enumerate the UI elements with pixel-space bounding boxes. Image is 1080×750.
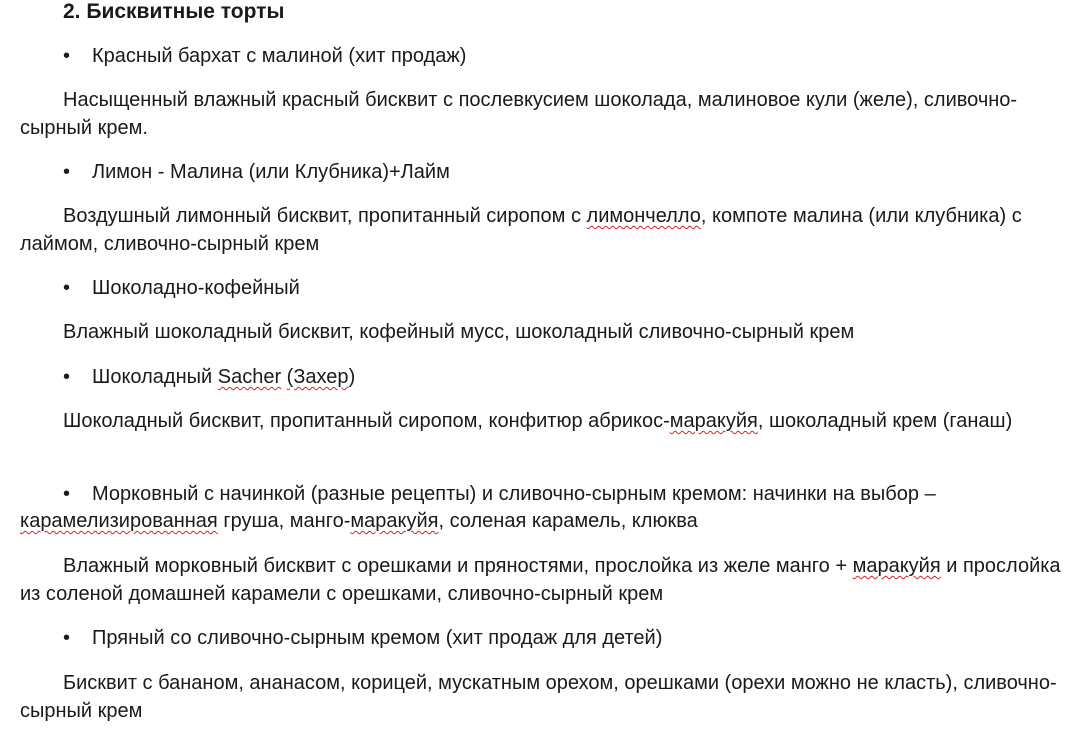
description-text: и прослойка из соленой домашней карамели с орешками, сливочно-сырный крем	[20, 555, 1061, 605]
item-title: Красный бархат с малиной (хит продаж)	[92, 45, 467, 67]
list-item-spiced	[63, 625, 662, 651]
description-text: , шоколадный крем (ганаш)	[757, 410, 1013, 432]
list-item-chocolate-coffee	[63, 275, 300, 301]
item-title: Шоколадно-кофейный	[92, 277, 300, 299]
bullet-icon: •	[63, 161, 71, 183]
item-title: груша, манго-	[217, 510, 351, 532]
section-heading: 2. Бисквитные торты	[63, 0, 285, 23]
spellcheck-word[interactable]: маракуйя	[350, 510, 439, 532]
item-title: Морковный с начинкой (разные рецепты) и сливочно-сырным кремом: начинки на выбор –	[92, 483, 936, 505]
spellcheck-word[interactable]: маракуйя	[852, 555, 941, 577]
item-description	[20, 552, 1065, 608]
spellcheck-word[interactable]: (Захер	[286, 366, 349, 388]
description-text: Влажный морковный бисквит с орешками и пряностями, прослойка из желе манго +	[63, 555, 853, 577]
item-title: Шоколадный	[92, 366, 218, 388]
spellcheck-word[interactable]: лимончелло	[586, 205, 701, 227]
item-description: Бисквит с бананом, ананасом, корицей, мускатным орехом, орешками (орехи можно не класть), сливочно-сырный крем	[20, 672, 1057, 722]
bullet-icon: •	[63, 277, 71, 299]
list-item-carrot	[63, 481, 936, 507]
item-title-continuation	[20, 508, 698, 534]
description-text: Воздушный лимонный бисквит, пропитанный сиропом с	[63, 205, 587, 227]
item-description: Влажный шоколадный бисквит, кофейный мусс, шоколадный сливочно-сырный крем	[63, 321, 855, 343]
bullet-icon: •	[63, 627, 71, 649]
list-item-lemon-raspberry	[63, 159, 450, 185]
item-title: , соленая карамель, клюква	[438, 510, 698, 532]
item-description	[20, 202, 1065, 258]
description-text: , компоте малина (или клубника) с лаймом, сливочно-сырный крем	[20, 205, 1022, 255]
spellcheck-word[interactable]: Sacher	[217, 366, 282, 388]
item-description	[20, 407, 1065, 435]
item-title: Пряный со сливочно-сырным кремом (хит продаж для детей)	[92, 627, 663, 649]
description-text: Шоколадный бисквит, пропитанный сиропом, конфитюр абрикос-	[63, 410, 670, 432]
bullet-icon: •	[63, 45, 71, 67]
item-title: )	[348, 366, 356, 388]
bullet-icon: •	[63, 366, 71, 388]
spellcheck-word[interactable]: маракуйя	[669, 410, 758, 432]
spellcheck-word[interactable]: карамелизированная	[20, 510, 218, 532]
list-item-sacher	[63, 364, 355, 390]
list-item-red-velvet	[63, 43, 466, 69]
item-description: Насыщенный влажный красный бисквит с послевкусием шоколада, малиновое кули (желе), сливочно-сырный крем.	[20, 89, 1018, 139]
bullet-icon: •	[63, 483, 71, 505]
item-title: Лимон - Малина (или Клубника)+Лайм	[92, 161, 450, 183]
